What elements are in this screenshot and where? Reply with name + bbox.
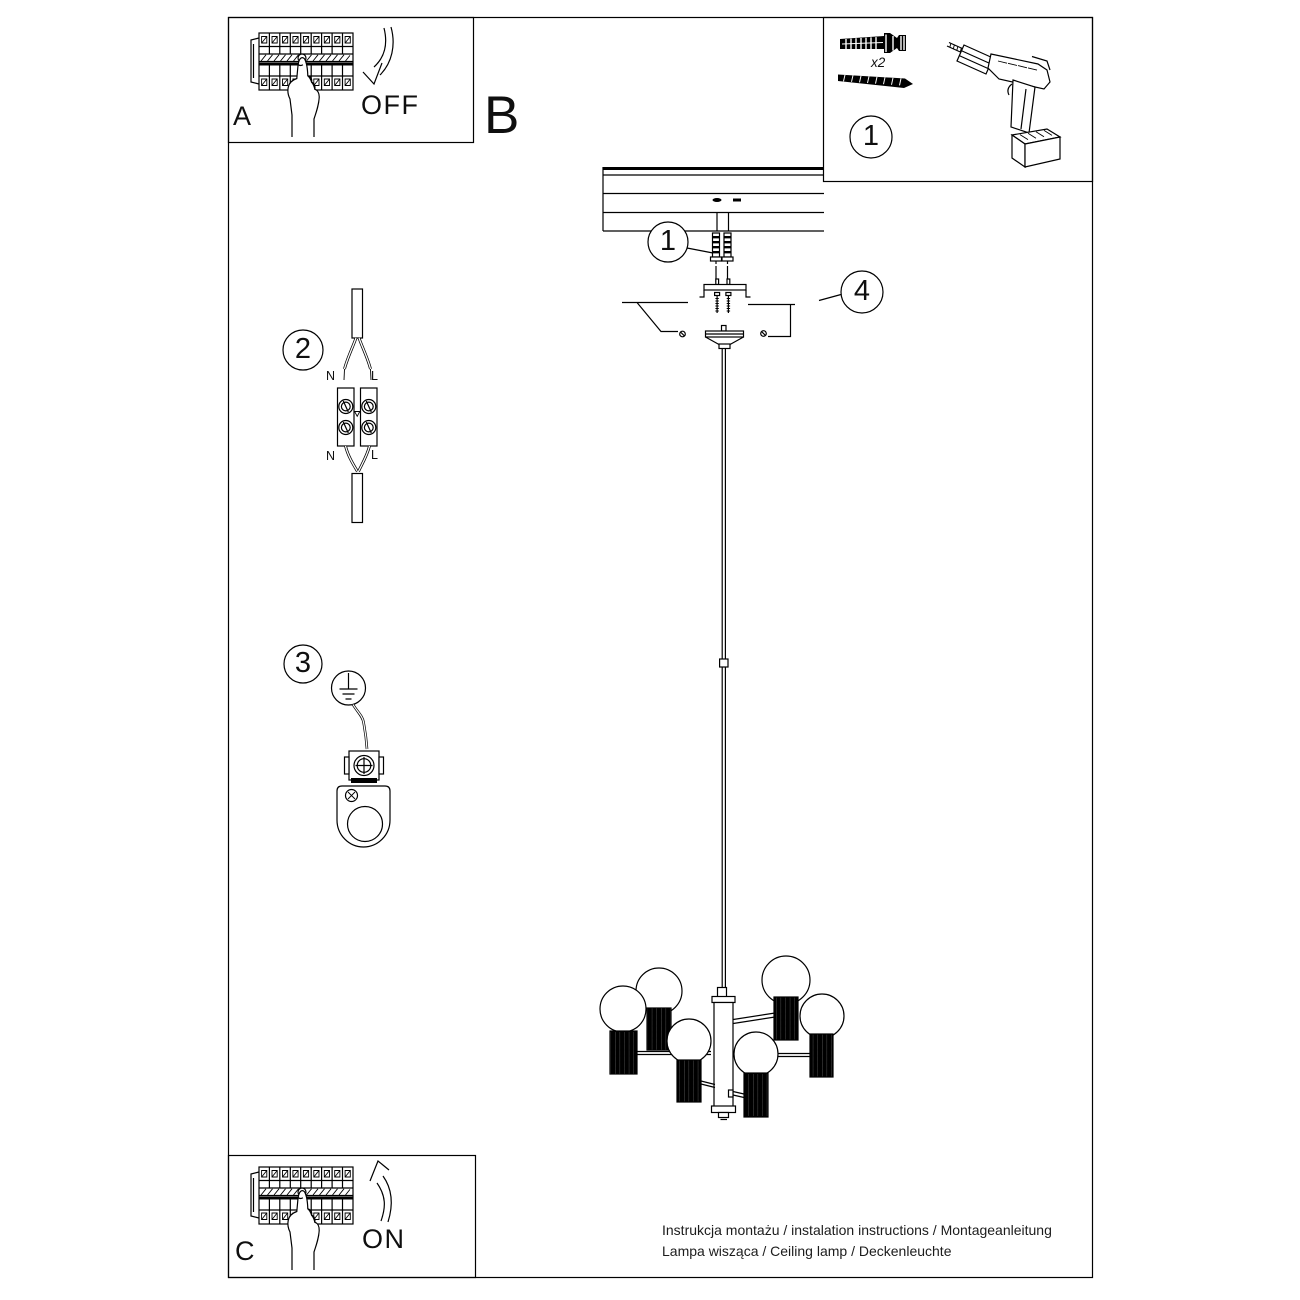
footer-text <box>662 1220 1052 1262</box>
lamp-body <box>712 988 736 1120</box>
wire-label-n-top: N <box>326 369 336 383</box>
wire-label-n-bottom: N <box>326 449 336 463</box>
bracket-callout-leaders <box>622 271 883 337</box>
section-b-label: B <box>484 86 520 145</box>
drill-icon <box>947 43 1060 168</box>
wire-label-l-top: L <box>371 369 378 383</box>
wire-label-l-bottom: L <box>371 448 378 462</box>
suspension-rod <box>720 349 728 989</box>
panel-c-label: C <box>235 1236 255 1266</box>
ground-bracket <box>337 786 390 847</box>
wiring-diagram <box>283 289 377 523</box>
on-label: ON <box>362 1224 406 1254</box>
off-label: OFF <box>361 90 420 120</box>
off-arrow-icon <box>363 27 393 84</box>
tools-step-number: 1 <box>862 120 880 153</box>
callout-3-ground: 3 <box>294 647 312 680</box>
page-borders <box>229 18 1093 1278</box>
mounting-bracket <box>700 279 751 313</box>
callout-1-anchors: 1 <box>659 225 677 258</box>
footer-line-1: Instrukcja montażu / instalation instructions / Montageanleitung <box>662 1222 1052 1238</box>
plug-quantity-label: x2 <box>871 55 886 70</box>
ceiling-drawing <box>603 167 824 231</box>
wall-plug-icon <box>840 33 906 53</box>
ground-clamp <box>345 751 384 783</box>
callout-4-bracket: 4 <box>853 275 871 308</box>
panel-a-label: A <box>233 101 252 131</box>
earth-symbol-icon <box>332 671 366 705</box>
screw-icon <box>838 75 913 89</box>
footer-line-2: Lampa wisząca / Ceiling lamp / Deckenleuchte <box>662 1243 952 1259</box>
on-arrow-icon <box>370 1161 391 1222</box>
canopy <box>706 326 744 349</box>
callout-2-wiring: 2 <box>294 333 312 366</box>
